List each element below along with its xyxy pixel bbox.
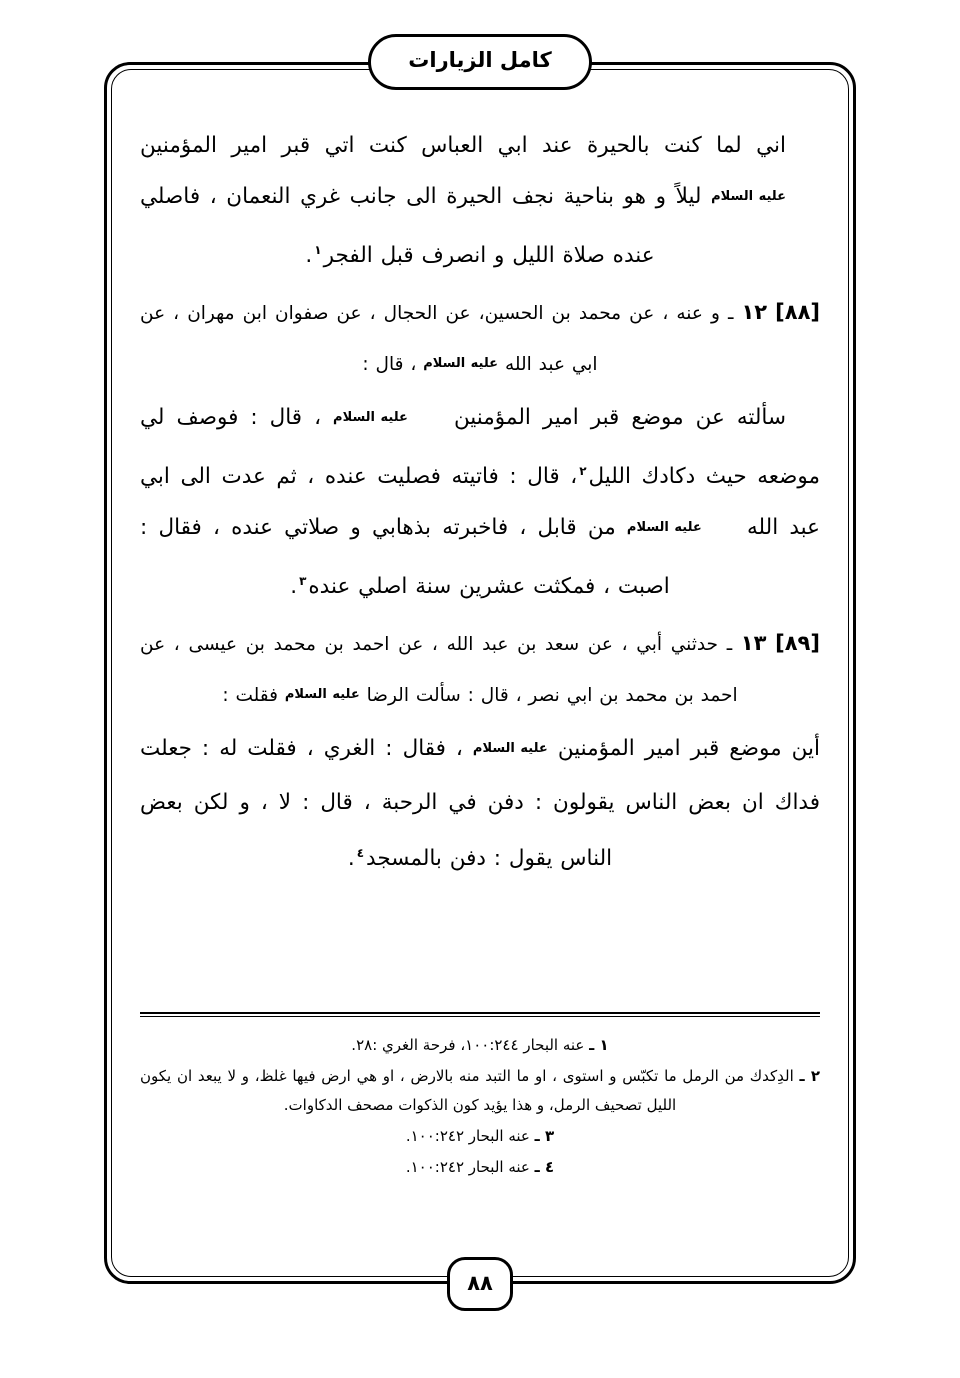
footnote-marker: ١ ـ (589, 1036, 609, 1054)
paragraph-terminator: . (305, 243, 313, 269)
hadith-13-body (140, 723, 820, 884)
footnote-item (140, 1153, 820, 1182)
footnote-ref-1[interactable]: ١ (314, 243, 322, 257)
hadith-13-terminator: . (347, 846, 355, 872)
hadith-12-isnad-text: و عنه ، عن محمد بن الحسين، عن الحجال ، عن صفوان ابن مهران ، عن ابي عبد الله (140, 303, 720, 376)
hadith-12-body (140, 392, 820, 612)
footnote-item (140, 1062, 820, 1120)
hadith-13-isnad (140, 618, 820, 723)
hadith-13-isnad-text: حدثني أبي ، عن سعد بن عبد الله ، عن احمد بن محمد بن عيسى ، عن احمد بن محمد بن ابي نصر ، قال : سألت الرضا (140, 634, 738, 707)
paragraph-continued (140, 120, 820, 281)
hadith-13-body-part-2: ، فقال : الغري ، فقلت له : جعلت فداك ان بعض الناس يقولون : دفن في الرحبة ، قال : لا ، و لكن بعض الناس يقول : دفن بالمسجد (140, 736, 820, 872)
footnote-text: عنه البحار ١٠٠:٢٤٤، فرحة الغري :٢٨. (351, 1036, 585, 1054)
hadith-13-page-ref: [٨٩] (775, 631, 820, 656)
footnote-item (140, 1031, 820, 1060)
footnote-ref-2[interactable]: ٢ (579, 464, 587, 479)
page-number: ٨٨ (467, 1270, 493, 1295)
footnote-separator-rule-thin (140, 1016, 820, 1017)
book-title: كامل الزيارات (408, 48, 552, 72)
hadith-13-isnad-tail: فقلت : (222, 685, 278, 707)
page-number-capsule (447, 1257, 513, 1311)
footnote-separator-rule (140, 1012, 820, 1014)
honorific-icon: عليه السلام (711, 189, 786, 204)
footnote-marker: ٢ ـ (799, 1067, 820, 1085)
hadith-12-terminator: . (290, 574, 298, 600)
book-title-capsule (368, 34, 592, 90)
paragraph-line-3: عنده صلاة الليل و انصرف قبل الفجر (323, 243, 655, 269)
hadith-12-body-part-4: من قابل ، فاخبرته بذهابي و صلاتي عنده ، فقال : اصبت ، فمكثت عشرين سنة اصلي عنده (140, 515, 670, 600)
honorific-icon: عليه السلام (423, 356, 499, 372)
honorific-icon: عليه السلام (333, 410, 408, 426)
hadith-12-number: ١٢ (741, 300, 768, 325)
footnote-marker: ٤ ـ (534, 1158, 555, 1176)
hadith-12-body-part-2: ، قال : فوصف لي موضعه حيث دكادك الليل (140, 405, 820, 490)
footnote-text: عنه البحار ١٠٠:٢٤٢. (405, 1127, 530, 1145)
hadith-12-dash: ـ (727, 303, 734, 325)
hadith-12-body-part-3: ، قال : فاتيته فصليت عنده ، ثم عدت الى ابي عبد الله (140, 464, 820, 541)
hadith-13-number: ١٣ (740, 631, 767, 656)
paragraph-line-1: اني لما كنت بالحيرة عند ابي العباس كنت اتي قبر امير المؤمنين (140, 133, 786, 158)
footnote-ref-4[interactable]: ٤ (356, 846, 365, 861)
paragraph-line-2: ليلاً و هو بناحية نجف الحيرة الى جانب غري النعمان ، فاصلي (140, 184, 702, 209)
hadith-12-isnad (140, 287, 820, 392)
hadith-12-page-ref: [٨٨] (775, 300, 820, 325)
hadith-12-body-part-1: سألته عن موضع قبر امير المؤمنين (453, 405, 786, 431)
footnote-marker: ٣ ـ (534, 1127, 555, 1145)
footnote-ref-3[interactable]: ٣ (299, 574, 307, 589)
honorific-icon: عليه السلام (472, 741, 548, 757)
hadith-12-isnad-tail: ، قال : (362, 354, 417, 376)
footnote-item (140, 1122, 820, 1151)
footnote-text: عنه البحار ١٠٠:٢٤٢. (405, 1158, 530, 1176)
footnotes-section (140, 1012, 820, 1184)
hadith-13-dash: ـ (726, 634, 733, 656)
footnote-text: الدِكدك من الرمل ما تكبّس و استوى ، او ما التبد منه بالارض ، او هي ارض فيها غلظ، و لا يبعد ان يكون الليل تصحيف الرمل، و هذا يؤيد كون الذكوات مصحف الدكاوات. (140, 1067, 794, 1114)
hadith-13-body-part-1: أين موضع قبر امير المؤمنين (557, 736, 820, 762)
honorific-icon: عليه السلام (626, 520, 702, 536)
honorific-icon: عليه السلام (284, 687, 360, 703)
